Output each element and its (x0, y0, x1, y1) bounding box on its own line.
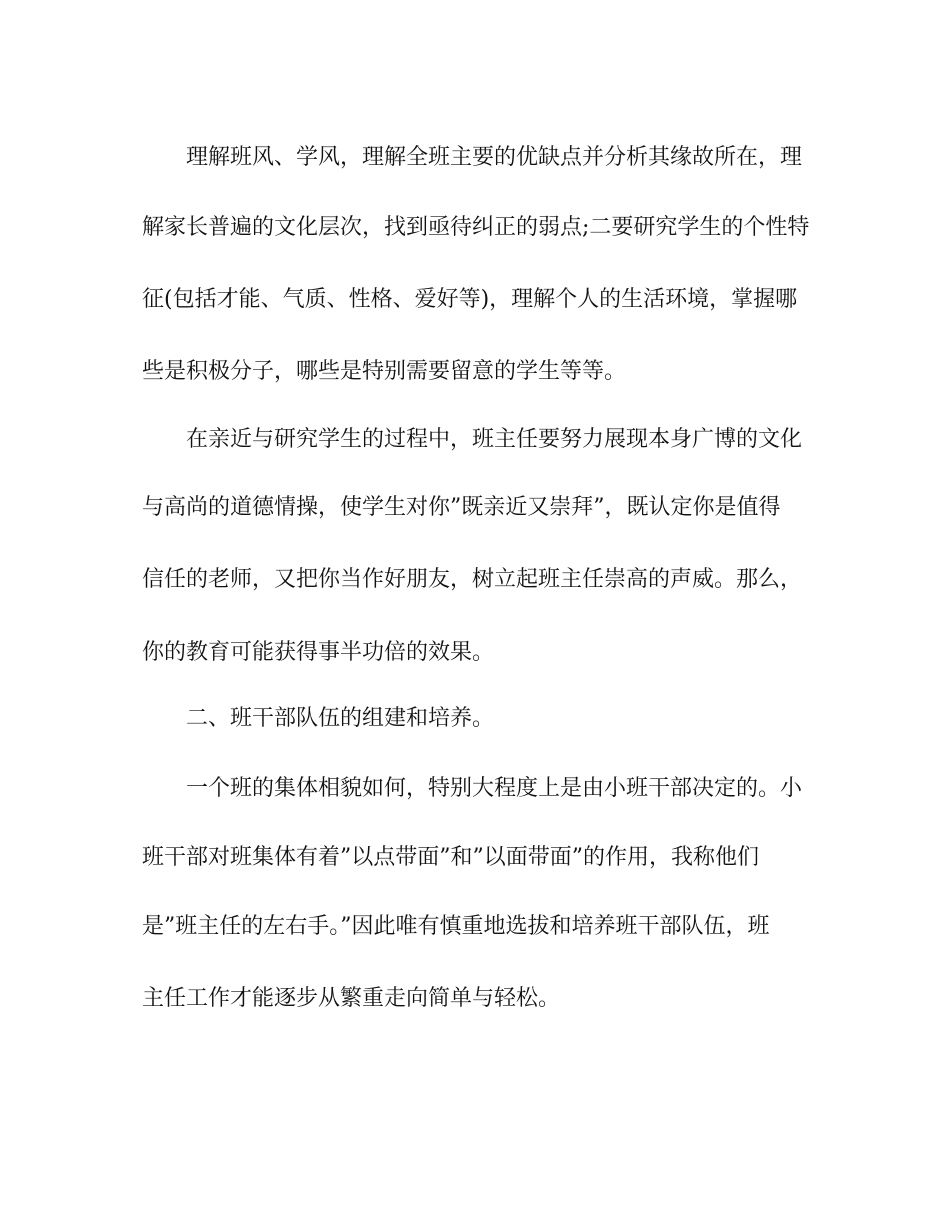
paragraph-3-line-1: 一个班的集体相貌如何，特别大程度上是由小班干部决定的。小 (186, 776, 803, 801)
paragraph-1-line-4: 些是积极分子，哪些是特别需要留意的学生等等。 (142, 359, 627, 384)
paragraph-3-line-4: 主任工作才能逐步从繁重走向简单与轻松。 (142, 986, 561, 1011)
paragraph-2-line-2: 与高尚的道德情操，使学生对你”既亲近又崇拜”，既认定你是值得 (142, 495, 781, 520)
paragraph-1-line-1: 理解班风、学风，理解全班主要的优缺点并分析其缘故所在，理 (186, 145, 803, 170)
paragraph-1-line-3: 征(包括才能、气质、性格、爱好等)，理解个人的生活环境，掌握哪 (142, 287, 798, 312)
paragraph-2-line-1: 在亲近与研究学生的过程中，班主任要努力展现本身广博的文化 (186, 427, 803, 452)
paragraph-3-line-2: 班干部对班集体有着”以点带面”和”以面带面”的作用，我称他们 (142, 845, 759, 870)
paragraph-3-line-3: 是”班主任的左右手。”因此唯有慎重地选拔和培养班干部队伍，班 (142, 914, 770, 939)
section-heading: 二、班干部队伍的组建和培养。 (186, 706, 495, 731)
paragraph-2-line-4: 你的教育可能获得事半功倍的效果。 (142, 640, 495, 665)
paragraph-2-line-3: 信任的老师，又把你当作好朋友，树立起班主任崇高的声威。那么， (142, 567, 803, 592)
paragraph-1-line-2: 解家长普遍的文化层次，找到亟待纠正的弱点;二要研究学生的个性特 (142, 215, 810, 240)
